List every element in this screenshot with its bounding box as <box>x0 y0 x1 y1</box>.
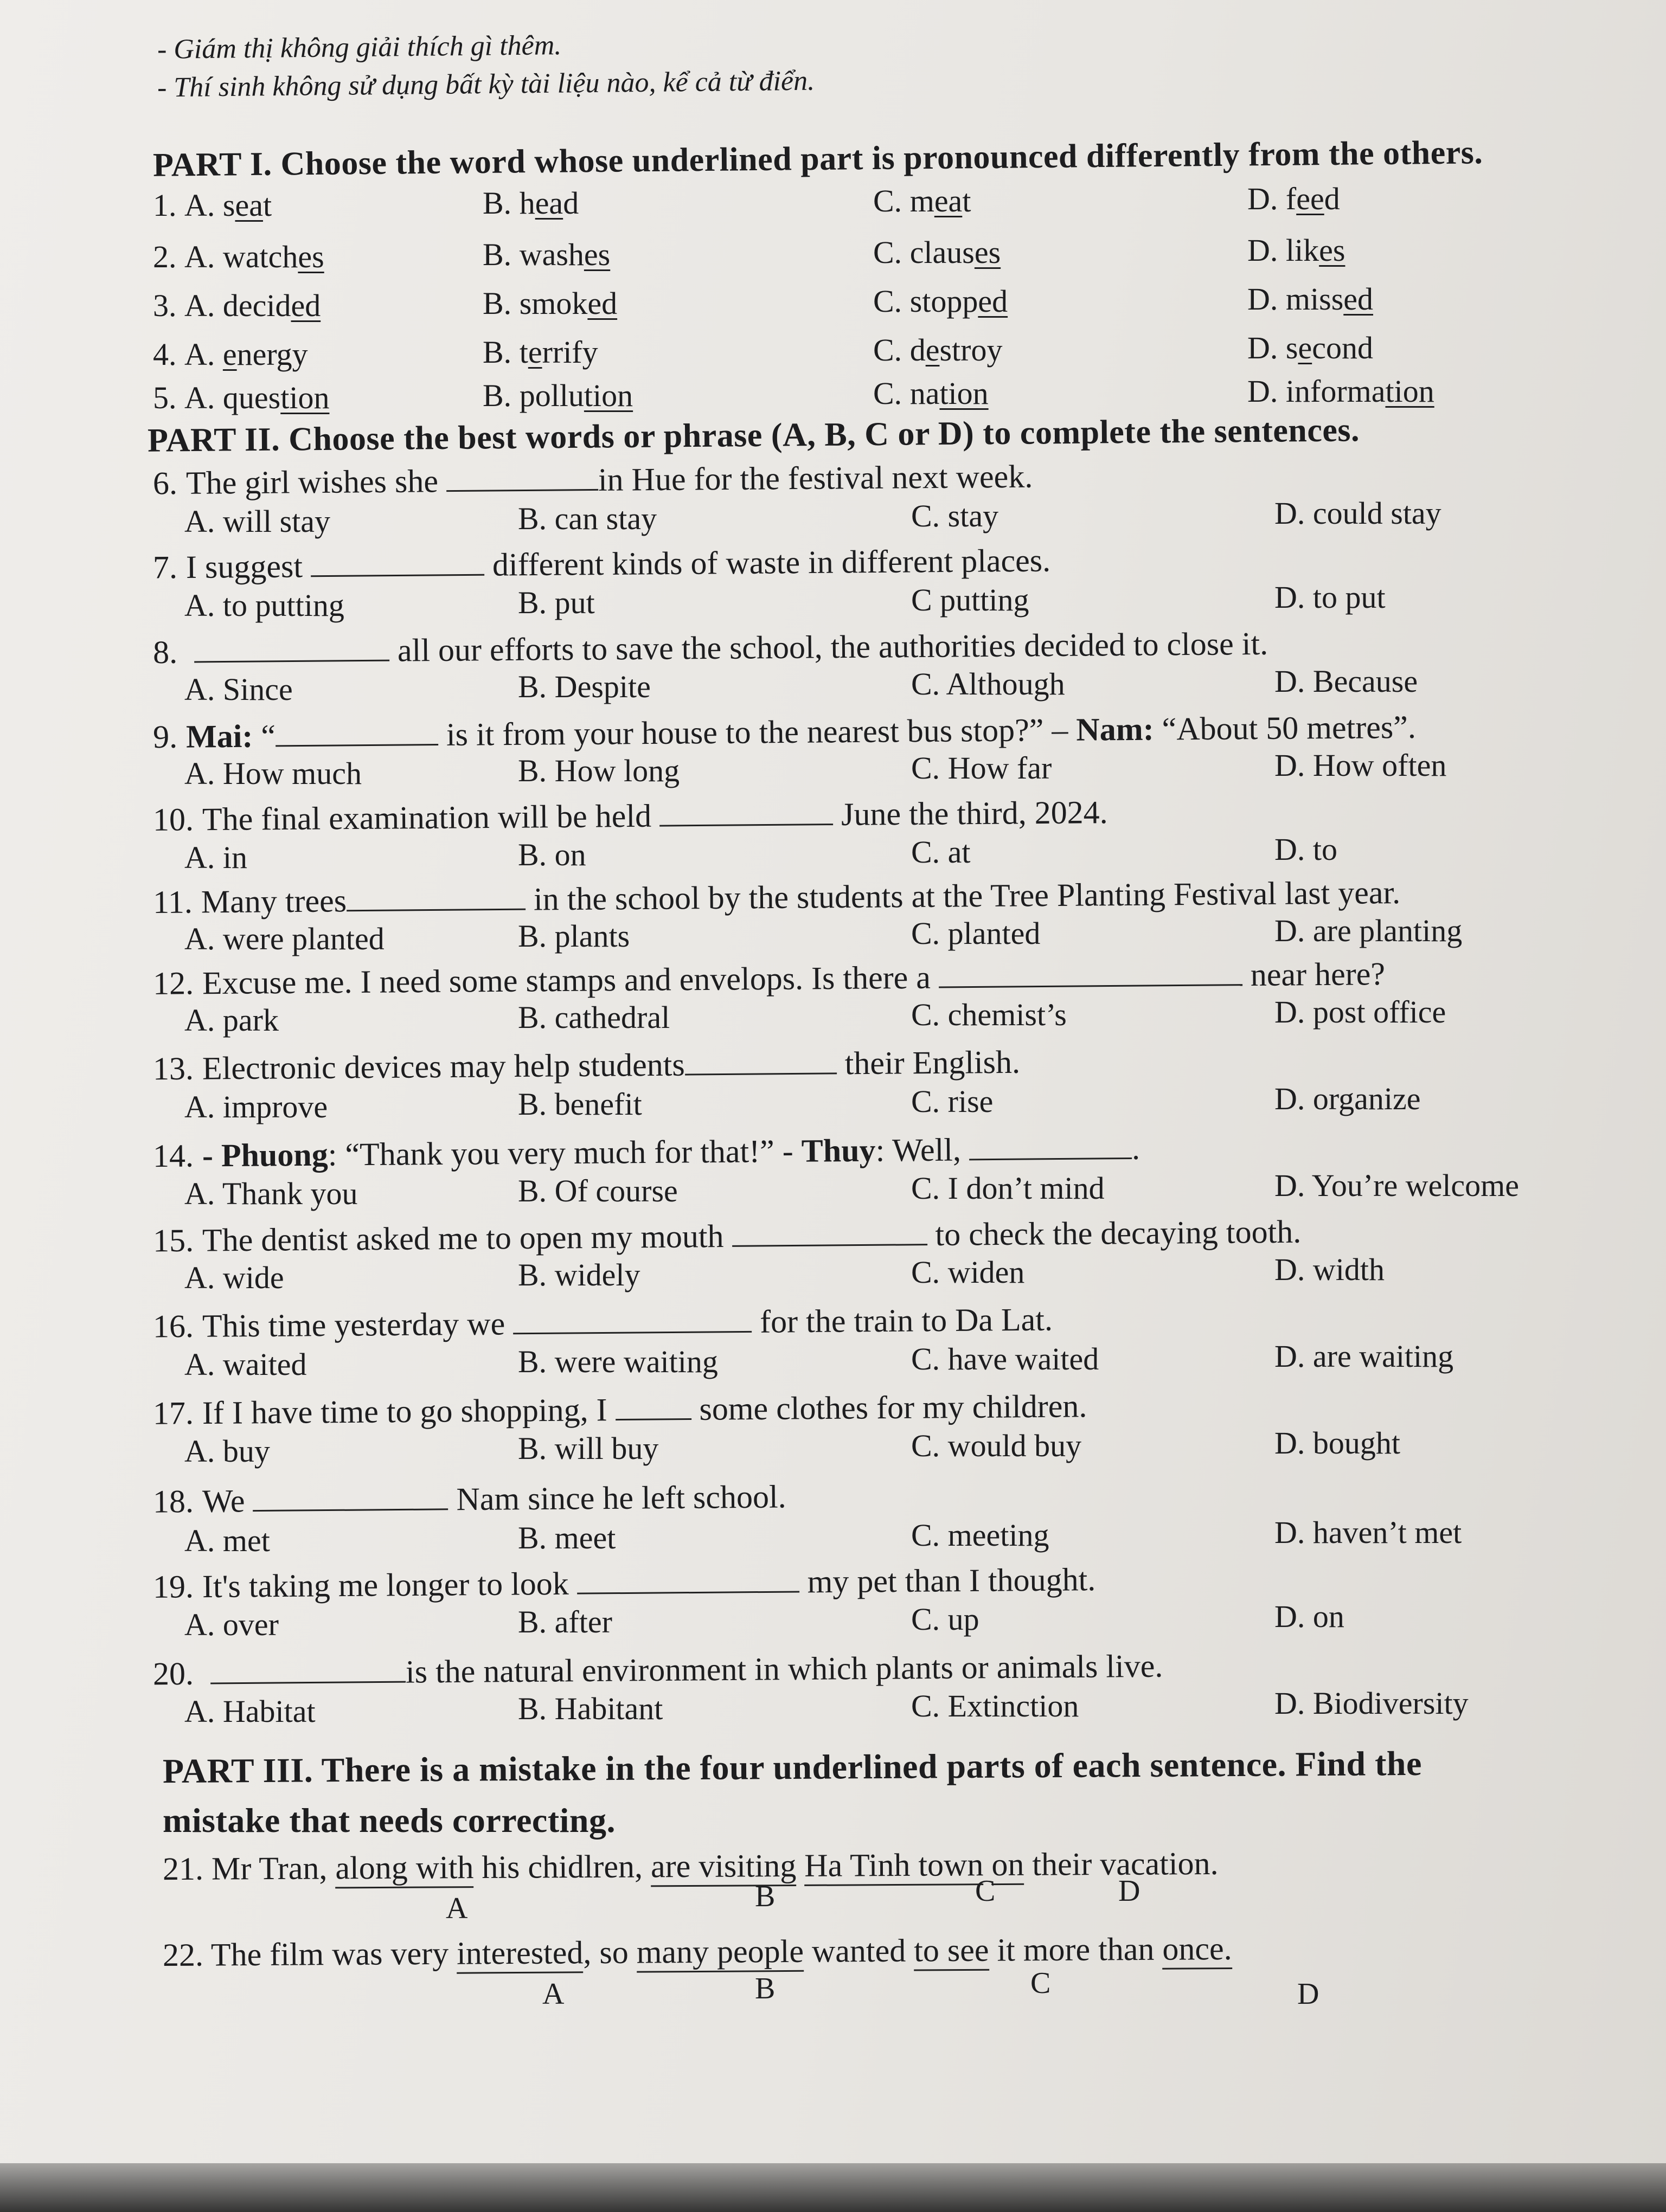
question-text: some clothes for my children. <box>691 1388 1087 1427</box>
question-text: It's taking me longer to look <box>202 1565 577 1605</box>
underlined-part-b: are visiting <box>651 1848 797 1887</box>
answer-blank[interactable] <box>347 884 526 912</box>
answer-blank[interactable] <box>446 464 598 492</box>
letter-mark-b: B <box>755 1880 776 1913</box>
answer-option[interactable]: B. will buy <box>518 1431 659 1466</box>
answer-option[interactable]: D. bought <box>1274 1425 1400 1461</box>
underlined-letters: es <box>584 237 611 272</box>
question-text: my pet than I thought. <box>799 1561 1096 1600</box>
note-line: - Giám thị không giải thích gì thêm. <box>157 30 562 65</box>
underlined-letters: ea <box>934 183 963 218</box>
question-text: The final examination will be held <box>202 798 660 838</box>
answer-option[interactable]: B. widely <box>518 1257 640 1293</box>
option-label: C. <box>873 332 910 368</box>
sentence-text: The film was very <box>210 1935 457 1973</box>
answer-option[interactable]: B. cathedral <box>518 1000 670 1035</box>
option-text: miss <box>1285 281 1344 317</box>
answer-blank[interactable] <box>311 549 484 577</box>
answer-option[interactable]: C. widen <box>911 1255 1025 1290</box>
question-text: is the natural environment in which plants or animals live. <box>405 1648 1163 1690</box>
option-label: B. <box>483 185 520 221</box>
question-text: in Hue for the festival next week. <box>598 458 1033 498</box>
letter-mark-a: A <box>446 1892 468 1925</box>
option-text: pollu <box>519 378 584 413</box>
question-13 <box>153 1046 1020 1085</box>
option-text: na <box>909 376 940 411</box>
option-text: watch <box>222 239 298 274</box>
option-label: A. <box>184 188 223 223</box>
answer-option[interactable]: C. planted <box>911 916 1041 951</box>
underlined-letters: es <box>974 235 1001 270</box>
option-label: B. <box>483 237 520 272</box>
question-8 <box>152 625 1268 671</box>
question-number: 11. <box>152 884 193 921</box>
answer-option[interactable]: C. How far <box>911 750 1052 786</box>
question-number: 5. <box>153 380 177 415</box>
answer-option[interactable]: A. improve <box>184 1089 328 1124</box>
question-text <box>186 634 195 670</box>
underlined-letters: es <box>298 239 324 274</box>
question-text: : Well, <box>875 1131 970 1168</box>
question-text: “About 50 metres”. <box>1154 709 1417 747</box>
answer-option[interactable]: A. waited <box>184 1347 307 1382</box>
answer-option[interactable]: B. can stay <box>518 501 657 536</box>
option-text: ques <box>222 380 281 415</box>
answer-option[interactable] <box>184 290 321 321</box>
answer-option[interactable] <box>1247 281 1374 317</box>
answer-option[interactable]: A. over <box>184 1607 279 1642</box>
option-text: d <box>563 185 579 221</box>
question-text: their English. <box>836 1044 1021 1082</box>
option-text: t <box>962 183 971 218</box>
question-number: 21. <box>162 1850 204 1887</box>
answer-option[interactable] <box>873 332 1003 368</box>
letter-mark-a: A <box>542 1977 565 2011</box>
letter-mark-c: C <box>975 1874 996 1908</box>
desk-shadow <box>0 2163 1666 2212</box>
question-19 <box>153 1563 1096 1603</box>
underlined-letters: tion <box>1385 374 1434 409</box>
underlined-letters: tion <box>280 380 330 415</box>
note-line: - Thí sinh không sử dụng bất kỳ tài liệu nào, kể cả từ điển. <box>157 65 815 104</box>
letter-mark-d: D <box>1297 1977 1319 2011</box>
answer-option[interactable]: C. up <box>911 1602 979 1637</box>
answer-option[interactable]: C. I don’t mind <box>911 1171 1105 1206</box>
underlined-letters: ed <box>1343 281 1374 317</box>
answer-blank[interactable] <box>576 1566 799 1594</box>
underlined-letters: es <box>1319 233 1345 268</box>
answer-option[interactable]: A. Thank you <box>184 1176 358 1211</box>
option-label: D. <box>1247 281 1286 317</box>
answer-option[interactable]: B. on <box>518 837 586 872</box>
answer-option[interactable]: A. Since <box>184 672 293 707</box>
letter-mark-d: D <box>1118 1874 1140 1908</box>
part1-heading: PART I. Choose the word whose underlined part is pronounced differently from the others. <box>152 134 1483 184</box>
answer-blank[interactable] <box>659 799 833 827</box>
speaker-name: - Phuong <box>202 1136 329 1174</box>
answer-option[interactable] <box>873 286 1008 317</box>
question-text: This time yesterday we <box>202 1306 514 1344</box>
answer-option[interactable]: B. meet <box>518 1520 616 1555</box>
question-number: 17. <box>152 1395 194 1431</box>
option-text: t <box>262 188 272 223</box>
question-number: 12. <box>152 965 194 1001</box>
answer-blank[interactable] <box>210 1656 406 1684</box>
answer-option[interactable]: D. You’re welcome <box>1274 1168 1520 1203</box>
answer-option[interactable]: A. to putting <box>184 588 344 623</box>
answer-option[interactable] <box>483 288 617 319</box>
question-text: June the third, 2024. <box>832 794 1108 833</box>
underlined-part-c: Ha Tinh town <box>804 1847 983 1886</box>
answer-option[interactable]: C. stay <box>911 498 999 533</box>
question-text: . <box>1131 1130 1140 1166</box>
option-text: d <box>909 332 926 368</box>
answer-option[interactable]: C. Extinction <box>911 1688 1079 1724</box>
option-label: B. <box>483 286 520 321</box>
sentence-text: , so <box>583 1934 637 1971</box>
sentence-text: wanted <box>803 1932 914 1969</box>
option-text: t <box>519 335 528 370</box>
answer-option[interactable]: D. width <box>1274 1252 1385 1287</box>
answer-blank[interactable] <box>194 635 389 663</box>
question-number: 2. <box>153 239 177 274</box>
question-text: in the school by the students at the Tree Planting Festival last year. <box>525 874 1401 917</box>
answer-blank[interactable] <box>684 1047 836 1075</box>
answer-option[interactable]: A. park <box>184 1002 279 1038</box>
answer-option[interactable]: D. to put <box>1274 580 1386 615</box>
answer-option[interactable] <box>184 241 324 273</box>
question-15 <box>152 1213 1302 1259</box>
question-7 <box>153 544 1051 584</box>
answer-blank[interactable] <box>513 1306 752 1334</box>
question-number: 15. <box>152 1222 194 1259</box>
answer-option[interactable] <box>873 378 989 409</box>
part2-heading: PART II. Choose the best words or phrase (A, B, C or D) to complete the sentences. <box>147 411 1360 459</box>
answer-option[interactable]: D. to <box>1274 832 1337 867</box>
underlined-letters: ea <box>235 188 263 223</box>
answer-option[interactable]: A. wide <box>184 1260 284 1295</box>
question-10 <box>153 796 1108 836</box>
option-label: C. <box>873 376 910 411</box>
option-text: smok <box>519 286 588 321</box>
question-21 <box>163 1847 1219 1885</box>
answer-option[interactable]: A. in <box>184 840 247 875</box>
question-text: “ <box>253 718 276 754</box>
underlined-letters: tion <box>584 378 633 413</box>
option-text: claus <box>909 235 975 270</box>
answer-option[interactable] <box>184 190 272 221</box>
underlined-part-d: once. <box>1162 1931 1232 1970</box>
answer-option[interactable]: D. are planting <box>1274 913 1463 948</box>
underlined-letters: ea <box>535 185 563 221</box>
question-number: 7. <box>152 549 178 586</box>
answer-option[interactable] <box>873 185 971 217</box>
option-label: D. <box>1247 233 1286 268</box>
sentence-text <box>796 1848 804 1883</box>
question-number: 8. <box>152 634 178 671</box>
underlined-letters: e <box>528 335 542 370</box>
option-label: D. <box>1247 330 1286 365</box>
answer-blank[interactable] <box>969 1133 1132 1160</box>
question-22 <box>163 1932 1232 1971</box>
option-text: stroy <box>939 332 1003 368</box>
question-text: for the train to Da Lat. <box>751 1301 1053 1340</box>
answer-option[interactable]: B. How long <box>518 753 680 788</box>
question-text: I suggest <box>185 548 311 586</box>
question-text: Nam since he left school. <box>448 1478 786 1517</box>
option-text: nergy <box>236 337 308 372</box>
question-text: The dentist asked me to open my mouth <box>202 1218 732 1258</box>
option-label: A. <box>184 239 223 274</box>
option-label: B. <box>483 335 520 370</box>
answer-option[interactable] <box>483 185 579 221</box>
answer-option[interactable]: D. organize <box>1274 1081 1421 1116</box>
question-text: is it from your house to the nearest bus stop?” – <box>438 711 1077 753</box>
answer-blank[interactable] <box>253 1483 448 1512</box>
answer-option[interactable]: D. post office <box>1274 994 1446 1030</box>
speaker-name: Mai: <box>185 718 253 755</box>
question-12 <box>153 957 1385 1000</box>
answer-option[interactable]: D. haven’t met <box>1274 1515 1462 1550</box>
answer-blank[interactable] <box>275 719 438 747</box>
option-text: s <box>1285 330 1298 365</box>
answer-blank[interactable] <box>615 1393 691 1420</box>
option-text: stopp <box>909 284 978 319</box>
question-number: 13. <box>152 1050 194 1087</box>
answer-option[interactable] <box>483 337 598 368</box>
option-text: d <box>1324 181 1340 216</box>
question-6 <box>153 460 1033 500</box>
question-text: We <box>202 1483 253 1519</box>
answer-option[interactable] <box>1247 183 1340 215</box>
question-text: all our efforts to save the school, the authorities decided to close it. <box>389 625 1268 668</box>
answer-option[interactable]: A. were planted <box>184 921 385 956</box>
option-label: C. <box>873 235 910 270</box>
question-9 <box>153 711 1416 753</box>
answer-option[interactable] <box>184 382 329 414</box>
option-text: cond <box>1312 330 1373 365</box>
answer-option[interactable]: D. could stay <box>1274 496 1441 531</box>
option-text: decid <box>222 288 291 323</box>
letter-mark-b: B <box>755 1972 776 2005</box>
question-number: 3. <box>153 288 177 323</box>
question-number: 10. <box>152 801 194 838</box>
question-20 <box>153 1650 1163 1690</box>
answer-option[interactable]: A. will stay <box>184 504 331 539</box>
answer-option[interactable]: C. rise <box>911 1084 994 1119</box>
underlined-letters: ed <box>587 286 618 321</box>
underlined-part-b: many people <box>637 1933 804 1973</box>
question-text: The girl wishes she <box>185 463 447 501</box>
answer-option[interactable] <box>483 239 610 271</box>
question-text <box>202 1655 211 1691</box>
sentence-text: their vacation. <box>1024 1845 1219 1882</box>
question-number: 22. <box>162 1937 204 1973</box>
answer-option[interactable]: C. meeting <box>911 1517 1049 1553</box>
answer-option[interactable] <box>483 380 633 411</box>
answer-blank[interactable] <box>939 959 1242 988</box>
question-text: : “Thank you very much for that!” - <box>328 1133 802 1173</box>
option-text: lik <box>1285 233 1319 268</box>
underlined-letters: ed <box>978 284 1008 319</box>
option-text: informa <box>1285 374 1386 409</box>
answer-option[interactable]: B. after <box>518 1604 612 1639</box>
answer-option[interactable]: C. chemist’s <box>911 997 1067 1032</box>
underlined-part-d: on <box>991 1847 1024 1885</box>
answer-option[interactable]: B. put <box>518 585 595 620</box>
answer-option[interactable] <box>184 339 308 370</box>
option-label: D. <box>1247 181 1286 216</box>
question-16 <box>152 1301 1053 1345</box>
part3-heading-line1: PART III. There is a mistake in the four underlined parts of each sentence. Find the <box>162 1744 1422 1791</box>
speaker-name: Nam: <box>1076 711 1154 748</box>
answer-option[interactable]: C. have waited <box>911 1341 1099 1377</box>
speaker-name: Thuy <box>801 1132 876 1169</box>
option-text: wash <box>519 237 584 272</box>
sentence-text: it more than <box>989 1931 1163 1968</box>
question-number: 4. <box>153 337 177 372</box>
underlined-letters: e <box>925 332 940 368</box>
answer-option[interactable] <box>1247 332 1373 364</box>
underlined-part-a: interested <box>457 1934 584 1973</box>
answer-option[interactable]: B. were waiting <box>518 1344 718 1379</box>
answer-option[interactable]: B. plants <box>518 918 630 954</box>
sentence-text: Mr Tran, <box>211 1850 336 1887</box>
option-text: rrify <box>542 335 598 370</box>
underlined-letters: ed <box>291 288 321 323</box>
option-text: f <box>1285 181 1297 216</box>
answer-option[interactable]: C. at <box>911 834 971 870</box>
answer-option[interactable] <box>873 237 1001 268</box>
question-number: 14. <box>152 1137 194 1174</box>
question-18 <box>152 1478 786 1520</box>
answer-option[interactable] <box>1247 376 1434 407</box>
option-text: h <box>519 185 535 221</box>
option-label: A. <box>184 380 223 415</box>
question-number: 6. <box>152 465 178 501</box>
underlined-letters: ee <box>1296 181 1324 216</box>
answer-option[interactable]: B. Of course <box>518 1173 678 1208</box>
underlined-letters: e <box>1298 330 1312 365</box>
question-17 <box>153 1390 1087 1430</box>
answer-option[interactable]: D. Biodiversity <box>1274 1686 1469 1721</box>
question-text: Electronic devices may help students <box>202 1046 685 1086</box>
question-number: 1. <box>153 188 177 223</box>
option-label: A. <box>184 337 223 372</box>
question-number: 18. <box>152 1483 194 1520</box>
answer-option[interactable]: C putting <box>911 582 1029 618</box>
answer-option[interactable]: D. How often <box>1274 748 1447 783</box>
answer-option[interactable]: B. Despite <box>518 669 651 704</box>
underlined-letters: tion <box>939 376 989 411</box>
question-text: different kinds of waste in different places. <box>484 542 1051 583</box>
answer-option[interactable]: A. met <box>184 1523 270 1558</box>
option-label: C. <box>873 183 910 218</box>
question-text: Excuse me. I need some stamps and envelops. Is there a <box>202 959 939 1001</box>
answer-option[interactable]: D. Because <box>1274 664 1418 699</box>
answer-option[interactable]: C. would buy <box>911 1428 1082 1463</box>
question-11 <box>152 874 1401 921</box>
question-text: to check the decaying tooth. <box>927 1213 1302 1253</box>
underlined-part-c: to see <box>914 1932 989 1971</box>
option-label: A. <box>184 288 223 323</box>
question-number: 20. <box>152 1655 194 1692</box>
underlined-part-a: along with <box>335 1849 473 1888</box>
option-label: C. <box>873 284 910 319</box>
answer-option[interactable] <box>1247 235 1345 266</box>
answer-blank[interactable] <box>732 1219 927 1247</box>
option-text: m <box>909 183 934 218</box>
question-number: 16. <box>152 1308 194 1345</box>
answer-option[interactable]: D. are waiting <box>1274 1339 1454 1374</box>
answer-option[interactable]: A. How much <box>184 756 362 791</box>
letter-mark-c: C <box>1030 1966 1051 2000</box>
answer-option[interactable]: B. Habitant <box>518 1691 663 1726</box>
sentence-text: his chidlren, <box>473 1848 651 1886</box>
answer-option[interactable]: A. buy <box>184 1433 270 1469</box>
answer-option[interactable]: C. Although <box>911 666 1065 702</box>
option-label: B. <box>483 378 520 413</box>
question-number: 9. <box>152 718 178 755</box>
question-text: If I have time to go shopping, I <box>202 1392 616 1431</box>
part3-heading-line2: mistake that needs correcting. <box>163 1801 616 1840</box>
answer-option[interactable]: A. Habitat <box>184 1694 316 1729</box>
option-label: D. <box>1247 374 1286 409</box>
question-14 <box>153 1132 1140 1172</box>
question-text: near here? <box>1242 956 1386 993</box>
question-text: Many trees <box>201 883 347 920</box>
option-text: s <box>222 188 235 223</box>
question-number: 19. <box>152 1568 194 1605</box>
underlined-letters: e <box>222 337 237 372</box>
answer-option[interactable]: D. on <box>1274 1599 1344 1634</box>
answer-option[interactable]: B. benefit <box>518 1086 642 1122</box>
